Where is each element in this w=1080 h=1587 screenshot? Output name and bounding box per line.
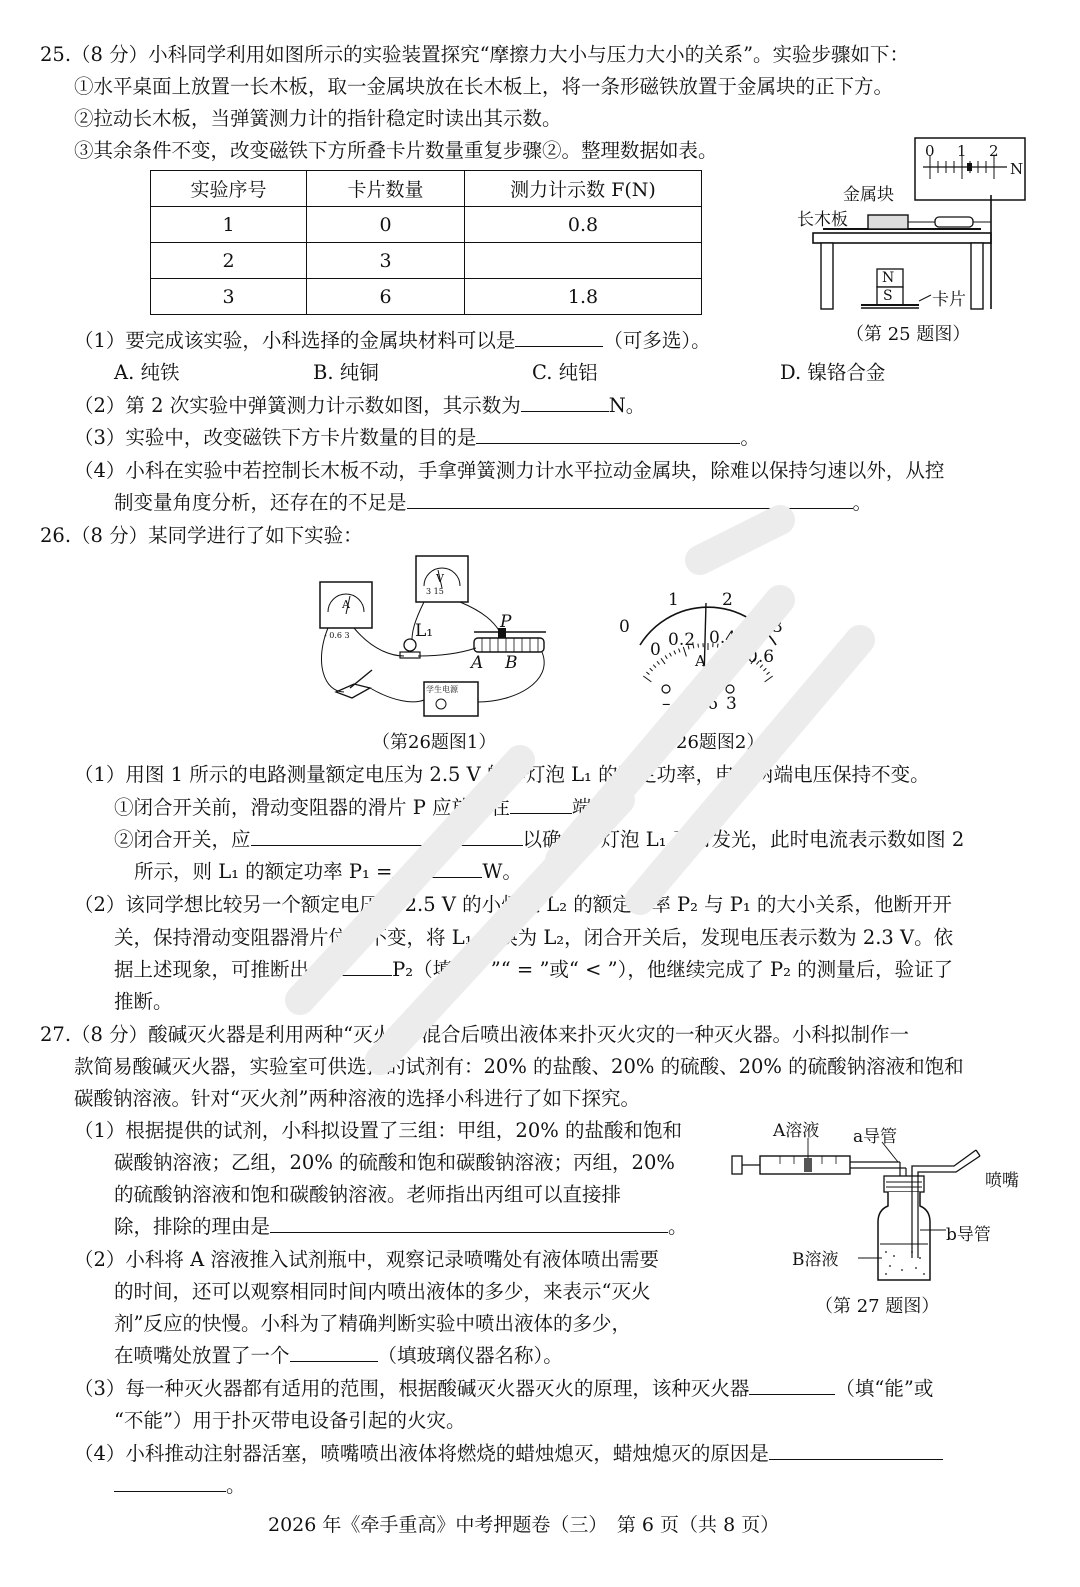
q26-ammeter-dial [618,585,798,705]
q25-part4-line1: （4）小科在实验中若控制长木板不动，手拿弹簧测力计水平拉动金属块，除难以保持匀速以外，从控 [74,459,945,482]
table-header: 测力计示数 F(N) [465,171,702,207]
q27-part4-line2 [114,1473,246,1499]
dial-tick [646,672,649,675]
q25-part1-tail: （可多选）。 [603,329,711,352]
dial-tick [669,653,671,657]
dial-tick [740,651,742,655]
q25-scale-tick: 1 [957,142,967,160]
dial-tick [650,668,653,671]
table-cell: 1 [151,207,307,243]
table-row [151,207,702,243]
q25-data-table [150,170,702,315]
q26-step1 [114,795,611,821]
table-cell: 0 [307,207,465,243]
table-cell: 0.8 [465,207,702,243]
q26-dial-inner-2: 0.4 [709,628,737,648]
q26-dial-outer-3: 3 [772,617,783,637]
q25-part2-tail: N。 [608,394,646,417]
dial-tick [657,661,660,664]
q26-step2-mid: 以确定小灯泡 L₁ 正常发光，此时电流表示数如图 2 [522,828,965,851]
q26-dial-outer-1: 1 [668,590,679,610]
q27-part3-tail: （填“能”或 [835,1377,934,1400]
q26-label-b: B [505,653,518,673]
q27-part1-tail: 。 [668,1215,688,1238]
answer-blank[interactable] [114,1473,226,1492]
q26-terminal-3: 3 [726,694,737,714]
q27-label-nozzle: 喷嘴 [985,1171,1019,1191]
dial-tick [653,665,656,668]
answer-blank[interactable] [515,328,603,347]
q27-part4-line1 [74,1441,943,1467]
q26-head: 26.（8 分）某同学进行了如下实验： [40,524,363,547]
q25-scale-tick: 0 [925,142,935,160]
q25-step3: ③其余条件不变，改变磁铁下方所叠卡片数量重复步骤②。整理数据如表。 [74,139,718,162]
q25-step1: ①水平桌面上放置一长木板，取一金属块放在长木板上，将一条形磁铁放置于金属块的正下方。 [74,75,894,98]
q26-label-a: A [471,653,484,673]
q27-part1-line4 [114,1214,688,1240]
q25-option-c: C. 纯铝 [532,361,598,384]
q27-part3-line1 [74,1376,933,1402]
q26-power-label: 学生电源 [426,685,458,694]
q25-scale-tick: 2 [989,142,999,160]
dial-tick [730,647,733,657]
q26-ammeter-symbol: A [342,598,350,611]
dial-tick [765,676,773,682]
answer-blank[interactable] [336,957,392,976]
q26-dial-outer-0: 0 [619,617,630,637]
q26-voltmeter-symbol: V [436,572,444,585]
table-header: 实验序号 [151,171,307,207]
q26-dial-inner-0: 0 [650,640,661,660]
q26-step2 [114,827,964,853]
q27-part3-line2: “不能”）用于扑灭带电设备引起的火灾。 [114,1409,466,1432]
page-footer: 2026 年《牵手重高》中考押题卷（三） 第 6 页（共 8 页） [268,1514,780,1536]
q25-magnet-s: S [883,288,893,304]
q26-part2-line2: 关，保持滑动变阻器滑片位置不变，将 L₁ 替换为 L₂，闭合开关后，发现电压表示数为 2.3 V。依 [114,926,954,949]
dial-tick [763,668,766,671]
q26-part2-tail: P₂（填“ > ”“ = ”或“ < ”），他继续完成了 P₂ 的测量后，验证了 [392,958,954,981]
q26-voltmeter-terms: 3 15 [426,587,444,596]
q25-scale-unit: N [1010,160,1024,178]
q26-step1-text: ①闭合开关前，滑动变阻器的滑片 P 应放置在 [114,796,511,819]
q25-part1-text: （1）要完成该实验，小科选择的金属块材料可以是 [74,329,516,352]
q25-part2 [74,393,645,419]
q26-part2-text: 据上述现象，可推断出 P₁ [114,958,337,981]
table-row [151,243,702,279]
dial-tick [674,651,676,655]
q25-label-metal: 金属块 [843,185,894,205]
q25-option-d: D. 镍铬合金 [780,361,886,384]
dial-tick [698,644,699,648]
q25-part4-text: 制变量角度分析，还存在的不足是 [114,491,407,514]
answer-blank[interactable] [392,859,482,878]
answer-blank[interactable] [749,1376,835,1395]
q27-part1-text: 除，排除的理由是 [114,1215,271,1238]
q26-part2-line3 [114,957,953,983]
table-cell [465,243,702,279]
answer-blank[interactable] [521,393,609,412]
table-header: 卡片数量 [307,171,465,207]
q27-label-a-solution: A溶液 [773,1121,820,1141]
q27-part1-line1: （1）根据提供的试剂，小科拟设置了三组：甲组，20% 的盐酸和饱和 [74,1119,682,1142]
q27-part4-tail: 。 [226,1474,246,1497]
dial-tick [736,649,737,653]
q27-part2-text: 在喷嘴处放置了一个 [114,1344,290,1367]
q27-part1-line2: 碳酸钠溶液；乙组，20% 的硫酸和饱和碳酸钠溶液；丙组，20% [114,1151,675,1174]
q27-head3: 碳酸钠溶液。针对“灭火剂”两种溶液的选择小科进行了如下探究。 [74,1087,640,1110]
q26-part1: （1）用图 1 所示的电路测量额定电压为 2.5 V 的小灯泡 L₁ 的额定功率，电源两端电压保持不变。 [74,763,930,786]
q27-part2-line4 [114,1343,563,1369]
table-cell: 3 [151,279,307,315]
q25-part1 [74,328,711,354]
q27-label-a-tube: a导管 [853,1127,898,1147]
table-cell: 1.8 [465,279,702,315]
answer-blank[interactable] [769,1441,943,1460]
q26-step2-line2 [134,859,522,885]
dial-tick [767,672,770,675]
q26-dial-unit: A [695,652,706,670]
q26-ammeter-terms: - 0.6 3 [324,631,350,640]
q26-figure2-caption: （第26题图2） [640,732,765,753]
q27-label-b-tube: b导管 [946,1225,991,1245]
table-row [151,279,702,315]
q26-step2-tail: W。 [482,860,522,883]
q26-dial-inner-1: 0.2 [668,630,696,650]
q25-option-a: A. 纯铁 [114,361,180,384]
q26-terminal-minus: – [662,694,671,714]
answer-blank[interactable] [251,827,523,846]
q25-part4-line2 [114,490,872,516]
q25-head: 25.（8 分）小科同学利用如图所示的实验装置探究“摩擦力大小与压力大小的关系”。实验步骤如下： [40,43,910,66]
q26-circuit-figure [314,552,574,722]
q26-step2-text: ②闭合开关，应 [114,828,251,851]
q25-part3 [74,425,760,451]
q25-part4-tail: 。 [852,491,873,514]
q27-part3-text: （3）每一种灭火器都有适用的范围，根据酸碱灭火器灭火的原理，该种灭火器 [74,1377,750,1400]
dial-tick [661,658,665,664]
q27-label-b-solution: B溶液 [792,1250,839,1270]
q25-step2: ②拉动长木板，当弹簧测力计的指针稳定时读出其示数。 [74,107,562,130]
answer-blank[interactable] [290,1343,378,1362]
q27-part2-tail: （填玻璃仪器名称）。 [377,1344,563,1367]
q25-label-card: 卡片 [932,290,966,310]
q27-head2: 款简易酸碱灭火器，实验室可供选择的试剂有：20% 的盐酸、20% 的硫酸、20% 的硫酸钠溶液和饱和 [74,1055,964,1078]
answer-blank[interactable] [270,1214,668,1233]
table-cell: 6 [307,279,465,315]
table-cell: 2 [151,243,307,279]
dial-tick [643,676,651,682]
table-cell: 3 [307,243,465,279]
answer-blank[interactable] [510,795,572,814]
q25-magnet-n: N [882,270,895,286]
q27-figure-caption: （第 27 题图） [815,1296,940,1317]
q26-part2-line1: （2）该同学想比较另一个额定电压为 2.5 V 的小灯泡 L₂ 的额定功率 P₂ 与 P₁ 的大小关系，他断开开 [74,893,952,916]
q26-dial-inner-3: 0.6 [747,647,775,667]
q27-part1-line3: 的硫酸钠溶液和饱和碳酸钠溶液。老师指出丙组可以直接排 [114,1183,622,1206]
q26-label-lamp: L₁ [415,621,434,641]
q27-part4-text: （4）小科推动注射器活塞，喷嘴喷出液体将燃烧的蜡烛熄灭，蜡烛熄灭的原因是 [74,1442,769,1465]
q26-step1-tail: 端。 [572,796,612,819]
q27-head1: 27.（8 分）酸碱灭火器是利用两种“灭火剂”混合后喷出液体来扑灭火灾的一种灭火器。小科拟制作一 [40,1023,910,1046]
q26-dial-outer-2: 2 [722,590,733,610]
q27-part2-line3: 剂”反应的快慢。小科为了精确判断实验中喷出液体的多少， [114,1312,631,1335]
q26-part2-line4: 推断。 [114,990,173,1013]
q25-part2-text: （2）第 2 次实验中弹簧测力计示数如图，其示数为 [74,394,521,417]
q26-terminal-06: 0.6 [691,694,719,714]
q26-label-p: P [500,612,512,632]
q25-label-board: 长木板 [797,210,848,230]
q25-figure [795,135,1035,335]
table-header-row [151,171,702,207]
q27-part2-line2: 的时间，还可以观察相同时间内喷出液体的多少，来表示“灭火 [114,1280,651,1303]
q25-figure-caption: （第 25 题图） [846,324,971,345]
answer-blank[interactable] [476,425,740,444]
answer-blank[interactable] [407,490,853,509]
q26-figure1-caption: （第26题图1） [372,732,497,753]
q26-step2-text2: 所示，则 L₁ 的额定功率 P₁ = [134,860,393,883]
q27-part2-line1: （2）小科将 A 溶液推入试剂瓶中，观察记录喷嘴处有液体喷出需要 [74,1248,659,1271]
q25-option-b: B. 纯铜 [313,361,379,384]
q25-part3-tail: 。 [740,426,760,449]
dial-tick [665,655,667,658]
q25-part3-text: （3）实验中，改变磁铁下方卡片数量的目的是 [74,426,477,449]
